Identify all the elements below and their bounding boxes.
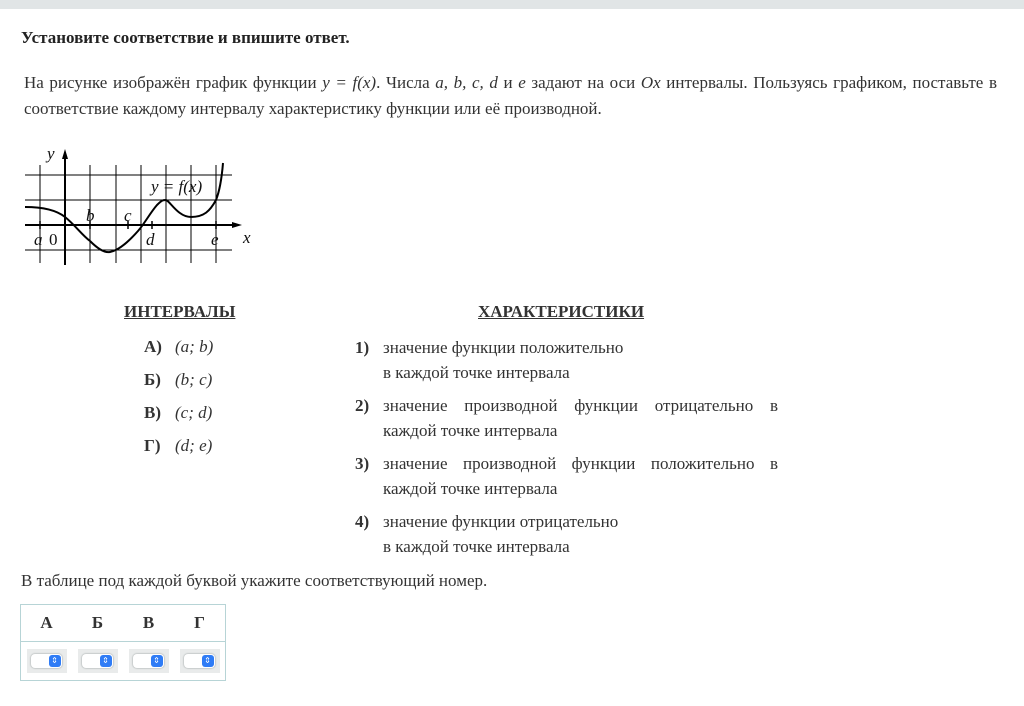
characteristics-header: ХАРАКТЕРИСТИКИ — [478, 302, 645, 321]
answer-select-v[interactable] — [129, 649, 169, 673]
answer-select-g[interactable] — [180, 649, 220, 673]
answer-table — [20, 604, 226, 681]
chevron-updown-icon: ⇕ — [100, 655, 112, 667]
curve-label: y = f(x) — [151, 177, 203, 196]
origin-label: 0 — [49, 230, 58, 249]
chevron-updown-icon: ⇕ — [202, 655, 214, 667]
x-axis-arrow — [232, 222, 242, 228]
function-graph — [20, 145, 260, 270]
answer-select-a[interactable] — [27, 649, 67, 673]
y-axis-label: y — [47, 145, 55, 163]
y-axis-arrow — [62, 149, 68, 159]
interval-item: Г) (d; e) — [144, 436, 213, 455]
x-axis-label: x — [243, 228, 251, 247]
answer-column-header: В — [123, 605, 174, 642]
top-bar — [0, 0, 1024, 9]
interval-item: Б) (b; c) — [144, 370, 213, 389]
chevron-updown-icon: ⇕ — [49, 655, 61, 667]
point-b-label: b — [86, 206, 95, 225]
point-e-label: e — [211, 230, 219, 249]
point-a-label: a — [34, 230, 43, 249]
answer-column-header: А — [21, 605, 73, 642]
chevron-updown-icon: ⇕ — [151, 655, 163, 667]
answer-column-header: Г — [174, 605, 226, 642]
point-c-label: c — [124, 206, 132, 225]
answer-instruction: В таблице под каждой буквой укажите соответствующий номер. — [21, 571, 488, 590]
task-title: Установите соответствие и впишите ответ. — [21, 28, 350, 47]
point-d-label: d — [146, 230, 155, 249]
answer-column-header: Б — [72, 605, 123, 642]
interval-item: А) (a; b) — [144, 337, 214, 356]
problem-text: На рисунке изображён график функции y = f(x). Числа a, b, c, d и e задают на оси Ox интервалы. Пользуясь графиком, поставьте в соответствие каждому интервалу характеристику функции или её производной. — [24, 73, 997, 118]
answer-select-b[interactable] — [78, 649, 118, 673]
interval-item: В) (c; d) — [144, 403, 213, 422]
intervals-header: ИНТЕРВАЛЫ — [124, 302, 236, 321]
